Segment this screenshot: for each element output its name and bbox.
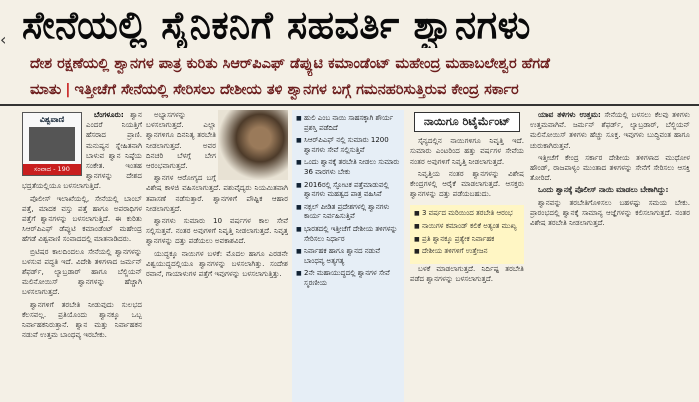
col1-para-3: ಬ್ರಿಟಿಷರ ಕಾಲದಿಂದಲೂ ಸೇನೆಯಲ್ಲಿ ಶ್ವಾನಗಳನ್ನು ಬಳಸುವ ಪದ್ಧತಿ ಇದೆ. ವಿದೇಶಿ ತಳಿಗಳಾದ ಜರ್ಮನ್ ಶೆಫರ್ಡ್, ಲ್ಯಾಬ್ರಡಾರ್ ಹಾಗೂ ಬೆಲ್ಜಿಯನ್ ಮಲಿನೋಯಿಸ್ ಶ್ವಾನಗಳನ್ನು ಹೆಚ್ಚಾಗಿ ಬಳಸಲಾಗುತ್ತದೆ. [22, 246, 142, 297]
column-5 [530, 110, 690, 402]
col1-para-2: ಪೊಲೀಸ್ ಇಲಾಖೆಯಲ್ಲಿ, ಸೇನೆಯಲ್ಲಿ ಬಾಂಬ್ ಪತ್ತೆ, ಮಾದಕ ವಸ್ತು ಪತ್ತೆ ಹಾಗೂ ಅಪರಾಧಿಗಳ ಪತ್ತೆಗೆ ಶ್ವಾನಗಳನ್ನು ಬಳಸಲಾಗುತ್ತಿದೆ. ಈ ಕುರಿತು ಸಿಆರ್‌ಪಿಎಫ್ ಡೆಪ್ಯುಟಿ ಕಮಾಂಡೆಂಟ್ ಮಹೇಂದ್ರ ಹೆಗಡೆ ವಿಶ್ವವಾಣಿ ಸಂವಾದದಲ್ಲಿ ಮಾತನಾಡಿದರು. [22, 193, 142, 244]
col2-para-3: ಶ್ವಾನಗಳು ಸುಮಾರು 10 ವರ್ಷಗಳ ಕಾಲ ಸೇವೆ ಸಲ್ಲಿಸುತ್ತವೆ. ನಂತರ ಅವುಗಳಿಗೆ ನಿವೃತ್ತಿ ನೀಡಲಾಗುತ್ತದೆ. ನಿವೃತ್ತ ಶ್ವಾನಗಳನ್ನು ದತ್ತು ಪಡೆಯಲು ಅವಕಾಶವಿದೆ. [146, 216, 288, 246]
retirement-item: ■ 3 ವರ್ಷದ ಮರಿಯಿಂದ ತರಬೇತಿ ಆರಂಭ [414, 209, 520, 219]
breeds-heading: ಯಾವ ತಳಿಗಳು ಉತ್ತಮ: [538, 110, 601, 119]
retirement-item: ■ ಪ್ರತಿ ಶ್ವಾನಕ್ಕೂ ಪ್ರತ್ಯೇಕ ನಿರ್ವಾಹಕ [414, 235, 520, 245]
header-divider [0, 104, 699, 106]
column-3-facts [292, 110, 404, 402]
logo-footer: ಸಂವಾದ - 190 [23, 164, 81, 175]
subheadline-separator: | [65, 82, 71, 98]
retirement-item: ■ ನಾಯಿಗಳ ಕಮಾಂಡ್ ಕಲಿಕೆ ಅತ್ಯಂತ ಮುಖ್ಯ [414, 222, 520, 232]
fact-item: ■ 2ನೇ ಮಹಾಯುದ್ಧದಲ್ಲಿ ಶ್ವಾನಗಳ ಸೇವೆ ಸ್ಮರಣೀಯ [296, 269, 400, 288]
col4-para-1: ಸೈನ್ಯದಲ್ಲಿನ ನಾಯಿಗಳಿಗೂ ನಿವೃತ್ತಿ ಇದೆ. ಸುಮಾರು ಎಂಟರಿಂದ ಹತ್ತು ವರ್ಷಗಳ ಸೇವೆಯ ನಂತರ ಅವುಗಳಿಗೆ ನಿವೃತ್ತಿ ನೀಡಲಾಗುತ್ತದೆ. [410, 136, 524, 166]
subheadline-line2-rest: ಇತ್ತೀಚೆಗೆ ಸೇನೆಯಲ್ಲಿ ಸೇರಿಸಲು ದೇಶೀಯ ತಳಿ ಶ್ವಾನಗಳ ಬಗ್ಗೆ ಗಮನಹರಿಸುತ್ತಿರುವ ಕೇಂದ್ರ ಸರ್ಕಾರ [74, 82, 519, 98]
dateline: ಬೆಂಗಳೂರು: [94, 110, 124, 119]
fact-item: ■ ನಕ್ಸಲ್ ಪೀಡಿತ ಪ್ರದೇಶಗಳಲ್ಲಿ ಶ್ವಾನಗಳು ಕಾರ್ಯ ನಿರ್ವಹಿಸುತ್ತಿವೆ [296, 203, 400, 222]
logo-photo [29, 127, 75, 161]
fact-item: ■ ನಿರ್ವಾಹಕ ಹಾಗೂ ಶ್ವಾನದ ನಡುವೆ ಬಾಂಧವ್ಯ ಅತ್ಯಗತ್ಯ [296, 247, 400, 266]
officer-with-dog-photo [218, 110, 288, 180]
col1-para-1: ಶ್ವಾನ ಎಂದರೆ ನಿಯತ್ತಿಗೆ ಹೆಸರಾದ ಪ್ರಾಣಿ. ಮನುಷ್ಯನ ಸ್ನೇಹಿತನಾಗಿ ಬಾಳುವ ಶ್ವಾನ ನಿಷ್ಠೆಯ ಸಂಕೇತ. ಇಂತಹ ಶ್ವಾನಗಳನ್ನು ದೇಶದ ಭದ್ರತೆಯಲ್ಲಿಯೂ ಬಳಸಲಾಗುತ್ತಿದೆ. [22, 110, 142, 191]
retirement-bullets [410, 205, 524, 263]
fact-item: ■ 2016ರಲ್ಲಿ ಸ್ಫೋಟಕ ಪತ್ತೆಮಾಡುವಲ್ಲಿ ಶ್ವಾನಗಳು ಮಹತ್ವದ ಪಾತ್ರ ವಹಿಸಿವೆ [296, 181, 400, 200]
page-edge-chevron-icon: ‹ [0, 30, 7, 49]
fact-item: ■ ಒಂದು ಶ್ವಾನಕ್ಕೆ ತರಬೇತಿ ನೀಡಲು ಸುಮಾರು 36 ವಾರಗಳು ಬೇಕು [296, 158, 400, 177]
col1-para-4: ಶ್ವಾನಗಳಿಗೆ ತರಬೇತಿ ನೀಡುವುದು ಸುಲಭದ ಕೆಲಸವಲ್ಲ. ಪ್ರತಿಯೊಂದು ಶ್ವಾನಕ್ಕೂ ಒಬ್ಬ ನಿರ್ವಾಹಕನಿರುತ್ತಾನೆ. ಶ್ವಾನ ಮತ್ತು ನಿರ್ವಾಹಕನ ನಡುವೆ ಉತ್ತಮ ಬಾಂಧವ್ಯ ಇರಬೇಕು. [22, 299, 142, 340]
fact-item: ■ ಹುಲಿ ಎಂಬ ನಾಯಿ ಸಾಹಸಕ್ಕಾಗಿ ಶೌರ್ಯ ಪ್ರಶಸ್ತಿ ಪಡೆದಿದೆ [296, 114, 400, 133]
column-4-retirement [410, 110, 524, 402]
col4-footer: ಬಳಕೆ ಮಾಡಲಾಗುತ್ತದೆ. ನಿರ್ದಿಷ್ಟ ತರಬೇತಿ ಪಡೆದ ಶ್ವಾನಗಳನ್ನು ಬಳಸಲಾಗುತ್ತದೆ. [410, 263, 524, 283]
fact-item: ■ ಸಿಆರ್‌ಪಿಎಫ್ ನಲ್ಲಿ ಸುಮಾರು 1200 ಶ್ವಾನಗಳು ಸೇವೆ ಸಲ್ಲಿಸುತ್ತಿವೆ [296, 136, 400, 155]
fact-item: ■ ಭಾರತದಲ್ಲಿ ಇತ್ತೀಚೆಗೆ ದೇಶೀಯ ತಳಿಗಳನ್ನು ಸೇರಿಸಲು ನಿರ್ಧಾರ [296, 225, 400, 244]
headline: ಸೇನೆಯಲ್ಲಿ ಸೈನಿಕನಿಗೆ ಸಹವರ್ತಿ ಶ್ವಾನಗಳು [22, 3, 531, 47]
col2-para-4: ಯುದ್ಧಕ್ಕೂ ನಾಯಿಗಳ ಬಳಕೆ: ಮೊದಲ ಹಾಗೂ ಎರಡನೇ ವಿಶ್ವಯುದ್ಧದಲ್ಲಿಯೂ ಶ್ವಾನಗಳನ್ನು ಬಳಸಲಾಗಿತ್ತು. ಸಂದೇಶ ರವಾನೆ, ಗಾಯಾಳುಗಳ ಪತ್ತೆಗೆ ಇವುಗಳನ್ನು ಬಳಸಲಾಗುತ್ತಿತ್ತು. [146, 248, 288, 279]
logo-title: ವಿಶ್ವವಾಣಿ [39, 115, 65, 124]
police-dog-heading: ಒಂದು ಶ್ವಾನಕ್ಕೆ ಪೊಲೀಸ್ ನಾಯಿ ಮಾಡಲು ಬೇಕಾಗಿದ್ದು: [538, 185, 669, 195]
col4-para-2: ನಿವೃತ್ತಿಯ ನಂತರ ಶ್ವಾನಗಳನ್ನು ವಿಶೇಷ ಕೇಂದ್ರಗಳಲ್ಲಿ ಆರೈಕೆ ಮಾಡಲಾಗುತ್ತದೆ. ಆಸಕ್ತರು ಶ್ವಾನಗಳನ್ನು ದತ್ತು ಪಡೆಯಬಹುದು. [410, 168, 524, 199]
col2-para-1: ಅಭ್ಯಾಸಗಳನ್ನು ಬಳಸಲಾಗುತ್ತದೆ. ಎಲ್ಲಾ ಶ್ವಾನಗಳಿಗೂ ದಿನನಿತ್ಯ ತರಬೇತಿ ನೀಡಲಾಗುತ್ತದೆ. ಅವರ ದಿನಚರಿ ಬೆಳಗ್ಗೆ ಬೇಗ ಆರಂಭವಾಗುತ್ತದೆ. [146, 110, 216, 171]
subheadline-line2-start: ಮಾತು [30, 82, 62, 98]
vishwavani-logo-box [22, 112, 82, 176]
subheadline-line2 [30, 78, 690, 102]
column-2 [146, 110, 288, 402]
col5-para-3: ಶ್ವಾನವನ್ನು ತರಬೇತಿಗೊಳಿಸಲು ಬಹಳಷ್ಟು ಸಮಯ ಬೇಕು. ಪ್ರಾರಂಭದಲ್ಲಿ ಶ್ವಾನಕ್ಕೆ ಸಾಮಾನ್ಯ ಆಜ್ಞೆಗಳನ್ನು ಕಲಿಸಲಾಗುತ್ತದೆ. ನಂತರ ವಿಶೇಷ ತರಬೇತಿ ನೀಡಲಾಗುತ್ತದೆ. [530, 197, 690, 228]
column-1 [22, 110, 142, 402]
col5-para-1: ಸೇನೆಯಲ್ಲಿ ಬಳಸಲು ಕೆಲವು ತಳಿಗಳು ಉತ್ತಮವಾಗಿವೆ. ಜರ್ಮನ್ ಶೆಫರ್ಡ್, ಲ್ಯಾಬ್ರಡಾರ್, ಬೆಲ್ಜಿಯನ್ ಮಲಿನೋಯಿಸ್ ತಳಿಗಳು ಹೆಚ್ಚು ಸೂಕ್ತ. ಇವುಗಳು ಬುದ್ಧಿವಂತ ಹಾಗೂ ಚುರುಕಾಗಿರುತ್ತವೆ. [530, 110, 690, 150]
col5-para-2: ಇತ್ತೀಚೆಗೆ ಕೇಂದ್ರ ಸರ್ಕಾರ ದೇಶೀಯ ತಳಿಗಳಾದ ಮುಧೋಳ ಹೌಂಡ್, ರಾಜಪಾಳ್ಯಂ ಮುಂತಾದ ತಳಿಗಳನ್ನು ಸೇನೆಗೆ ಸೇರಿಸಲು ಆಸಕ್ತಿ ತೋರಿದೆ. [530, 152, 690, 183]
col2-para-2: ಶ್ವಾನಗಳ ಆರೋಗ್ಯದ ಬಗ್ಗೆ ವಿಶೇಷ ಕಾಳಜಿ ವಹಿಸಲಾಗುತ್ತದೆ. ಪಶುವೈದ್ಯರು ನಿಯಮಿತವಾಗಿ ತಪಾಸಣೆ ನಡೆಸುತ್ತಾರೆ. ಶ್ವಾನಗಳಿಗೆ ಪೌಷ್ಟಿಕ ಆಹಾರ ನೀಡಲಾಗುತ್ತದೆ. [146, 173, 288, 213]
subheadline-line1: ದೇಶ ರಕ್ಷಣೆಯಲ್ಲಿ ಶ್ವಾನಗಳ ಪಾತ್ರ ಕುರಿತು ಸಿಆರ್‌ಪಿಎಫ್ ಡೆಪ್ಯುಟಿ ಕಮಾಂಡೆಂಟ್ ಮಹೇಂದ್ರ ಮಹಾಬಲೇಶ್ವರ ಹೆಗಡೆ [30, 56, 550, 72]
retirement-item: ■ ದೇಶೀಯ ತಳಿಗಳಿಗೆ ಉತ್ತೇಜನ [414, 247, 520, 257]
retirement-box-title: ನಾಯಿಗೂ ರಿಟೈರ್ಮೆಂಟ್ [414, 112, 520, 132]
